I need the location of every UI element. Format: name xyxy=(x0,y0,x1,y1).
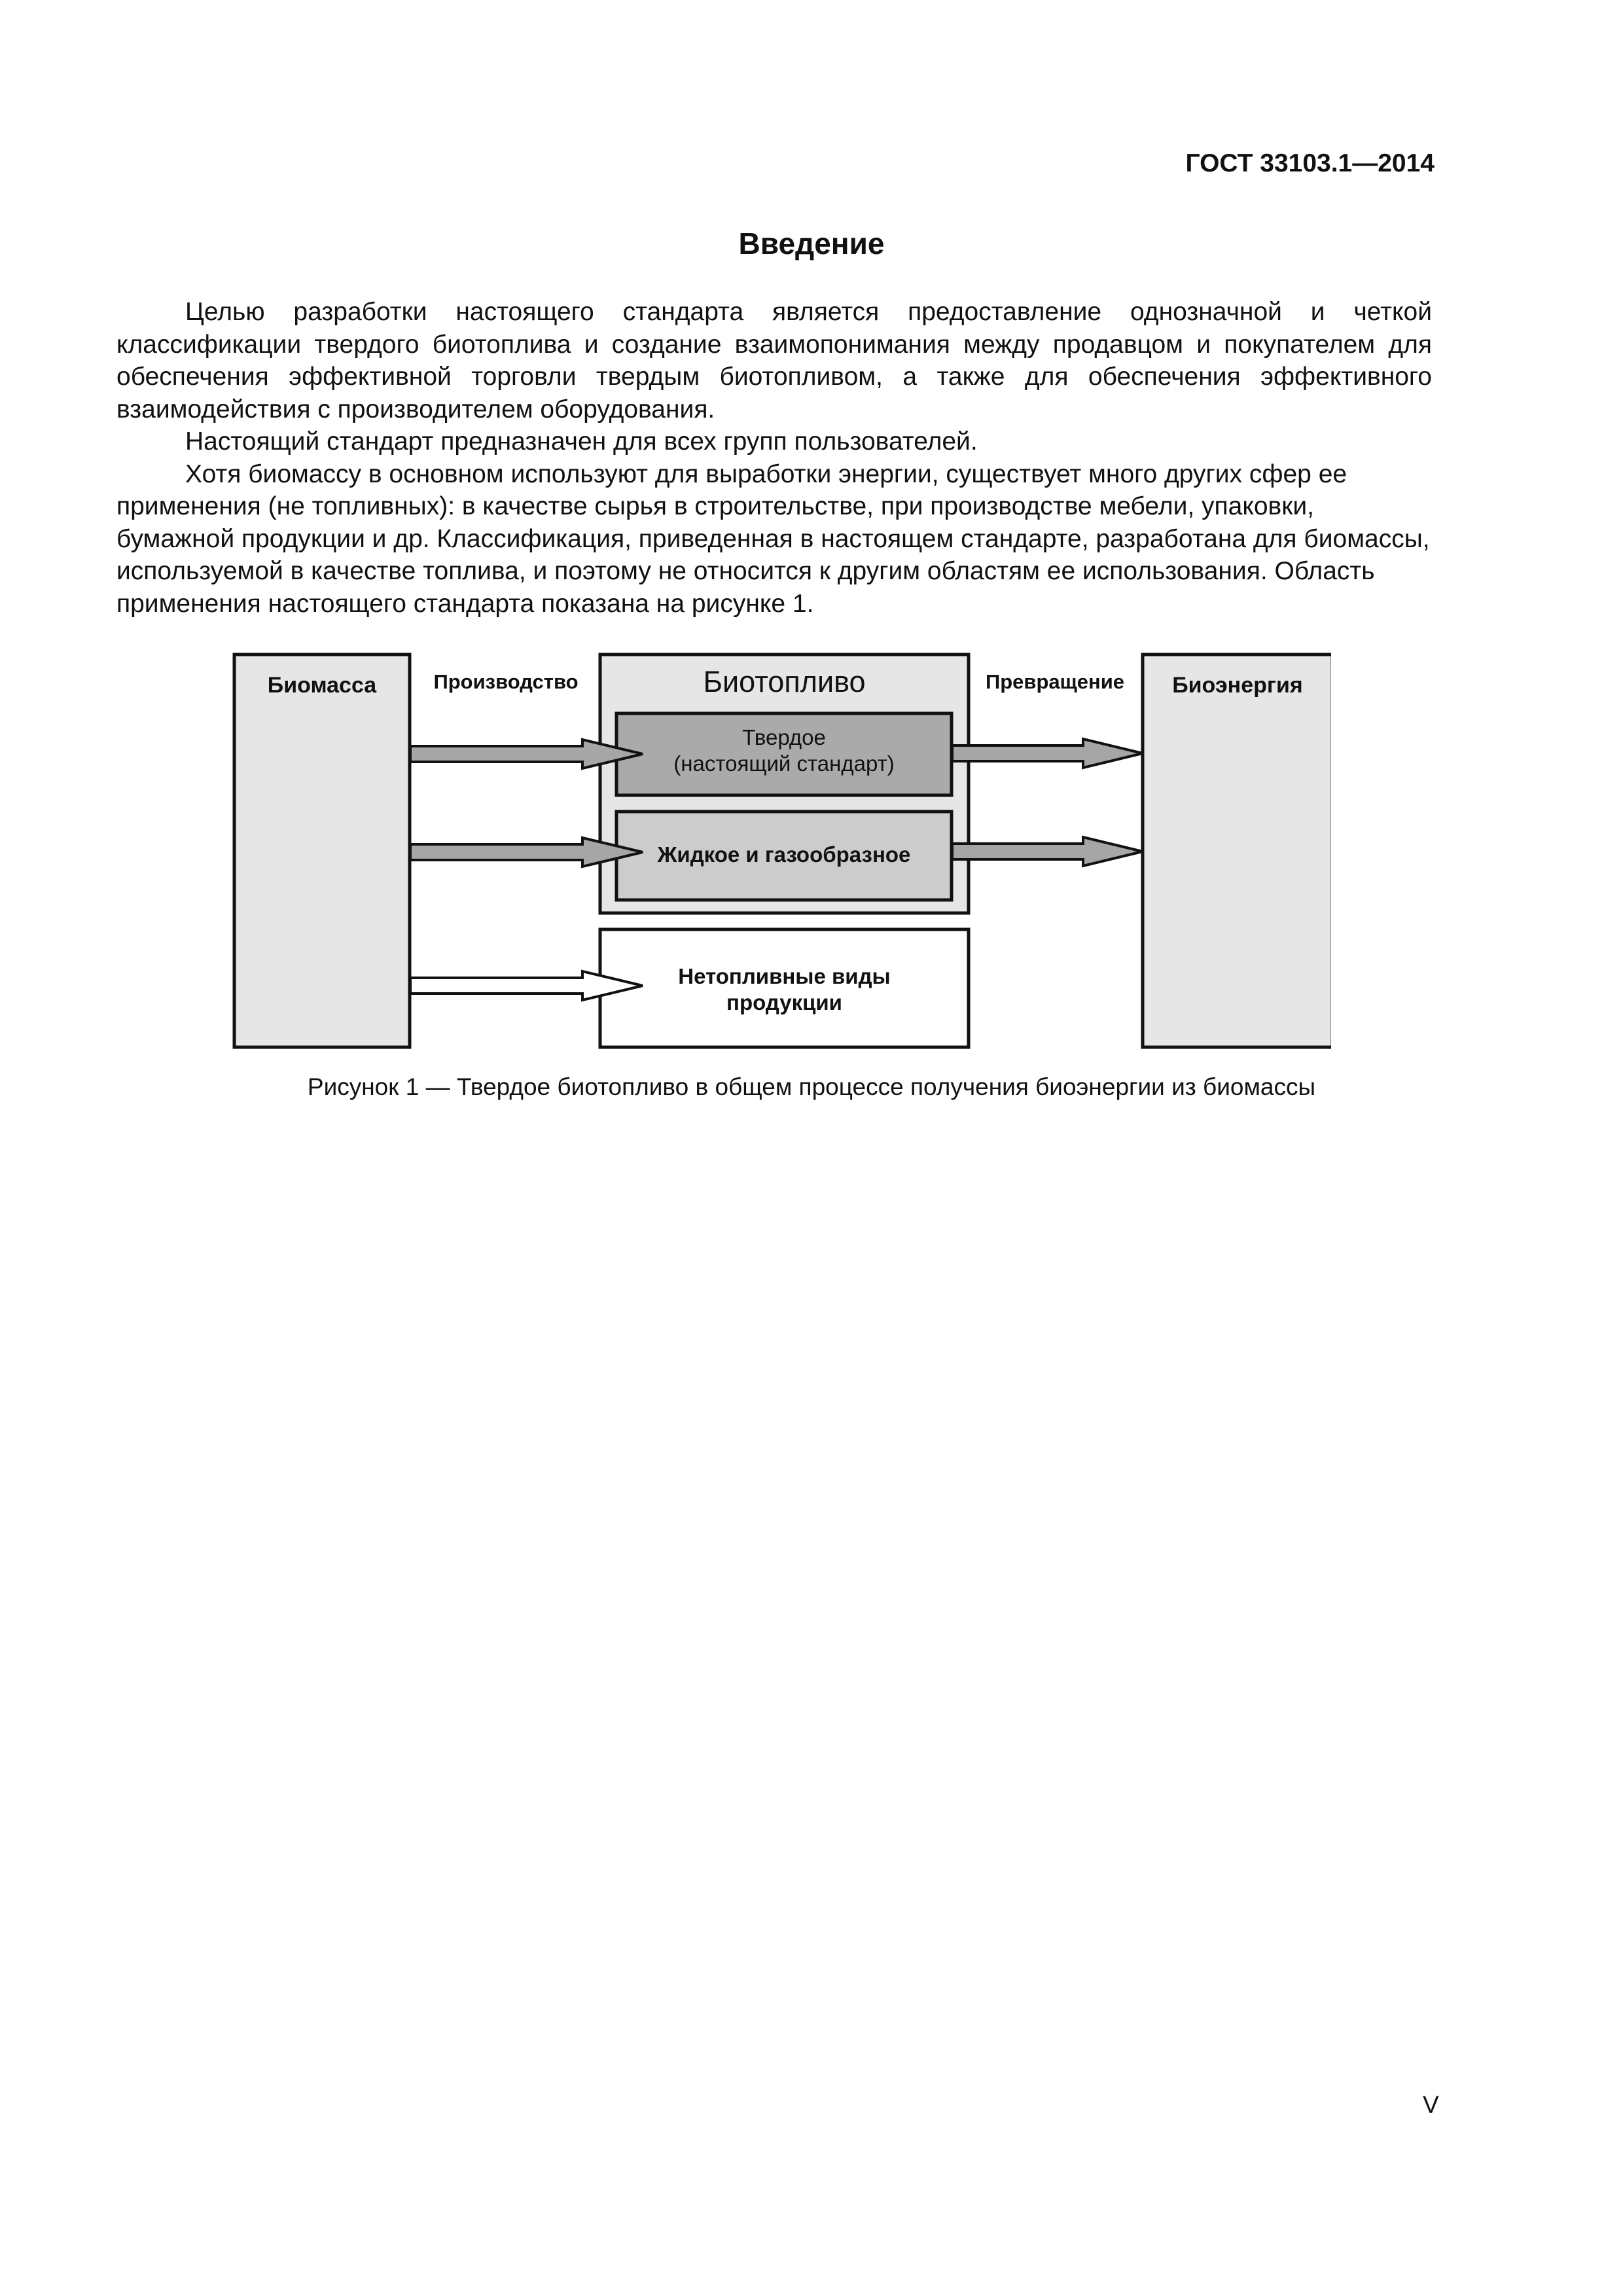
solid-label-line2: (настоящий стандарт) xyxy=(673,751,895,776)
figure-1 xyxy=(230,648,1331,1073)
conversion-label: Превращение xyxy=(985,670,1125,693)
nonfuel-label xyxy=(600,963,969,1015)
bioenergy-label: Биоэнергия xyxy=(1172,673,1303,698)
paragraph-purpose: Целью разработки настоящего стандарта является предоставление однозначной и четкой классификации твердого биотоплива и создание взаимопонимания между продавцом и покупателем для обеспечения эффективной торговли твердым биотопливом, а также для обеспечения эффективного взаимодействия с производителем оборудования. xyxy=(116,298,1432,423)
solid-label-line1: Твердое xyxy=(742,725,826,749)
figure-caption: Рисунок 1 — Твердое биотопливо в общем процессе получения биоэнергии из биомассы xyxy=(307,1073,1316,1100)
nonfuel-label-line1: Нетопливные виды xyxy=(678,964,891,988)
page-number: V xyxy=(1423,2091,1439,2118)
biofuel-label: Биотопливо xyxy=(703,665,866,698)
production-label: Производство xyxy=(433,670,579,693)
body-text xyxy=(116,296,1432,620)
paragraph-users: Настоящий стандарт предназначен для всех групп пользователей. xyxy=(185,427,978,456)
arrow-liquid-gas-to-bioenergy xyxy=(952,837,1143,866)
document-code: ГОСТ 33103.1—2014 xyxy=(1185,149,1435,177)
arrow-solid-to-bioenergy xyxy=(952,739,1143,768)
solid-biofuel-label xyxy=(616,725,952,776)
paragraph-scope: Хотя биомассу в основном используют для выработки энергии, существует много других сфер ее применения (не топливных): в качестве сырья в строительстве, при производстве мебели, упаковки, бумажной продукции и др. Классификация, приведенная в настоящем стандарте, разработана для биомассы, используемой в качестве топлива, и поэтому не относится к другим областям ее использования. Область применения настоящего стандарта показана на рисунке 1. xyxy=(116,459,1430,618)
biomass-label: Биомасса xyxy=(267,673,377,698)
section-title: Введение xyxy=(738,226,885,260)
liquid-gas-label: Жидкое и газообразное xyxy=(657,842,911,867)
biomass-box xyxy=(234,655,410,1047)
nonfuel-label-line2: продукции xyxy=(726,990,842,1014)
bioenergy-box xyxy=(1143,655,1331,1047)
